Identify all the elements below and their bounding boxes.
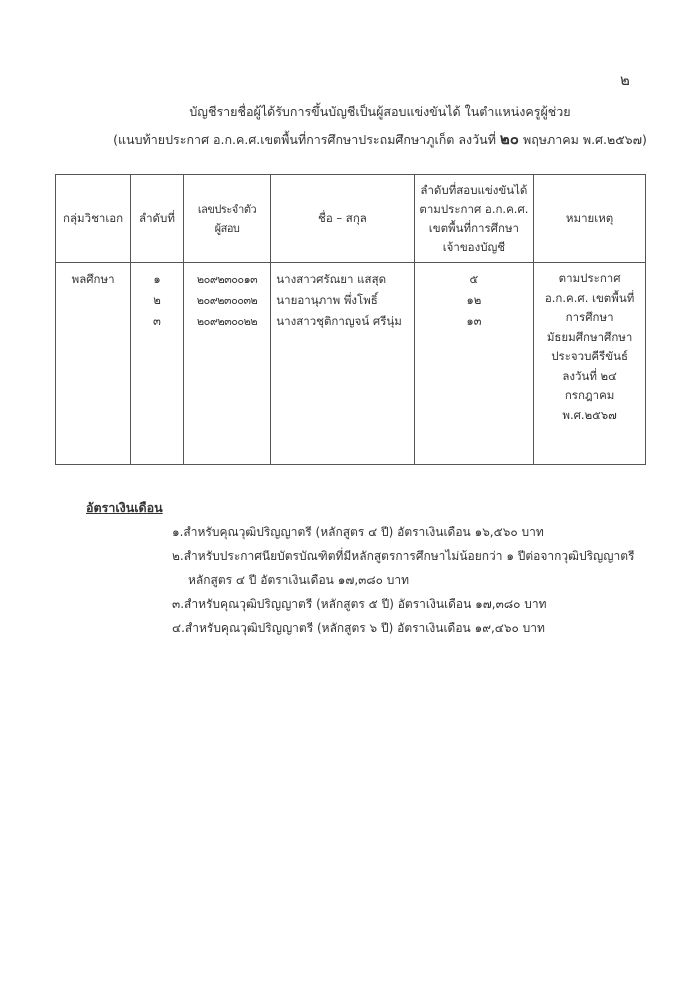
document-subtitle (30, 127, 700, 151)
candidate-table (55, 174, 646, 465)
major-value: พลศึกษา (71, 272, 115, 286)
note-line: ประจวบคีรีขันธ์ (551, 349, 628, 363)
exam-id-cell (183, 263, 270, 465)
col-header-rank (414, 175, 534, 263)
note-line: อ.ก.ค.ศ. เขตพื้นที่ (544, 290, 635, 305)
rank-value: ๑๓ (466, 314, 482, 328)
col-header-rank-line2: ตามประกาศ อ.ก.ค.ศ. (419, 201, 529, 216)
exam-id-value: ๒๐๙๒๓๐๐๒๒ (196, 315, 258, 328)
note-line: ลงวันที่ ๒๔ (562, 368, 617, 383)
rank-cell (414, 263, 534, 465)
col-header-rank-line1: ลำดับที่สอบแข่งขันได้ (420, 182, 528, 197)
seq-value: ๓ (153, 314, 161, 328)
seq-cell (131, 263, 184, 465)
salary-item-2-continued: หลักสูตร ๔ ปี อัตราเงินเดือน ๑๗,๓๘๐ บาท (188, 573, 410, 587)
col-header-rank-line4: เจ้าของบัญชี (442, 239, 506, 254)
table-header-row (56, 175, 646, 263)
col-header-exam-id (183, 175, 270, 263)
major-cell (56, 263, 131, 465)
name-value: นางสาวชุติกาญจน์ ศรีนุ่ม (276, 314, 402, 328)
subtitle-prefix: (แนบท้ายประกาศ อ.ก.ค.ศ.เขตพื้นที่การศึกษาประถมศึกษาภูเก็ต ลงวันที่ (113, 132, 496, 147)
seq-value: ๒ (153, 293, 161, 307)
note-line: การศึกษา (565, 310, 614, 324)
salary-item-1: ๑.สำหรับคุณวุฒิปริญญาตรี (หลักสูตร ๔ ปี) อัตราเงินเดือน ๑๖,๕๖๐ บาท (172, 525, 544, 539)
salary-item-3: ๓.สำหรับคุณวุฒิปริญญาตรี (หลักสูตร ๕ ปี) อัตราเงินเดือน ๑๗,๓๘๐ บาท (172, 597, 547, 611)
col-header-rank-line3: เขตพื้นที่การศึกษา (428, 220, 519, 235)
col-header-exam-id-line1: เลขประจำตัว (197, 202, 257, 216)
salary-heading: อัตราเงินเดือน (86, 500, 163, 515)
table-row (56, 263, 646, 465)
name-cell (271, 263, 414, 465)
col-header-name: ชื่อ – สกุล (271, 175, 414, 263)
col-header-note: หมายเหตุ (534, 175, 646, 263)
salary-item-4: ๔.สำหรับคุณวุฒิปริญญาตรี (หลักสูตร ๖ ปี) อัตราเงินเดือน ๑๙,๔๖๐ บาท (172, 621, 545, 635)
col-header-major: กลุ่มวิชาเอก (56, 175, 131, 263)
rank-value: ๕ (469, 272, 479, 286)
subtitle-suffix: พฤษภาคม พ.ศ.๒๕๖๗) (522, 132, 647, 147)
page-number: ๒ (620, 71, 630, 89)
note-line: มัธยมศึกษาศึกษา (546, 329, 633, 344)
col-header-seq: ลำดับที่ (131, 175, 184, 263)
rank-value: ๑๒ (466, 293, 482, 307)
note-line: พ.ศ.๒๕๖๗ (562, 407, 617, 422)
salary-item-2: ๒.สำหรับประกาศนียบัตรบัณฑิตที่มีหลักสูตรการศึกษาไม่น้อยกว่า ๑ ปีต่อจากวุฒิปริญญาตรี (172, 549, 635, 563)
exam-id-value: ๒๐๙๒๓๐๐๑๓ (196, 273, 258, 286)
note-cell (534, 263, 646, 465)
subtitle-day: ๒๐ (499, 130, 519, 148)
seq-value: ๑ (153, 272, 161, 286)
name-value: นายอานุภาพ พึ่งโพธิ์ (276, 293, 378, 307)
document-title: บัญชีรายชื่อผู้ได้รับการขึ้นบัญชีเป็นผู้สอบแข่งขันได้ ในตำแหน่งครูผู้ช่วย (189, 104, 571, 119)
name-value: นางสาวศรัณยา แสสุด (276, 272, 387, 286)
note-line: กรกฎาคม (564, 388, 615, 402)
exam-id-value: ๒๐๙๒๓๐๐๓๒ (196, 294, 258, 307)
note-line: ตามประกาศ (558, 271, 621, 285)
col-header-exam-id-line2: ผู้สอบ (214, 221, 240, 235)
